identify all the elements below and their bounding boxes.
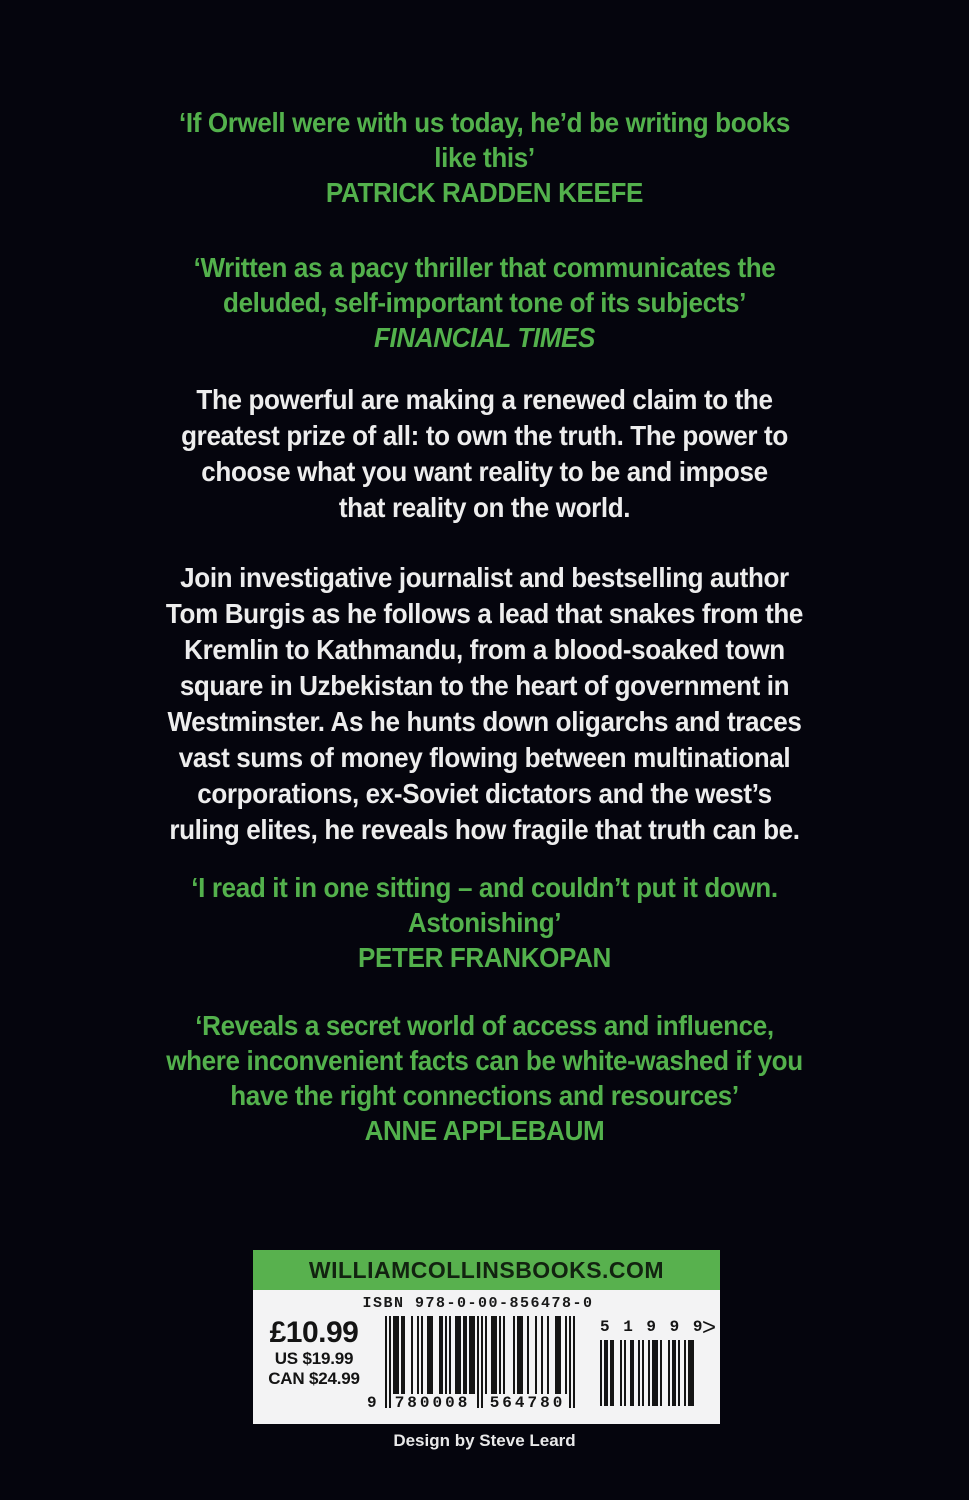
quote-lines: ‘I read it in one sitting – and couldn’t put it down. Astonishing’	[191, 872, 778, 938]
quote-attribution: PETER FRANKOPAN	[358, 942, 611, 973]
quote-financial-times	[34, 250, 935, 355]
quote-attribution: FINANCIAL TIMES	[373, 322, 596, 353]
blurb-lines: The powerful are making a renewed claim to the greatest prize of all: to own the truth. The power to choose what you want reality to be and impose that reality on the world.	[181, 384, 788, 523]
price-uk: £10.99	[269, 1316, 359, 1349]
barcode-lead-digit: 9	[367, 1394, 377, 1412]
addon-digits-row	[598, 1314, 716, 1341]
addon-digits: 5 1 9 9 9	[600, 1318, 705, 1336]
price-can: CAN $24.99	[268, 1369, 360, 1388]
blurb-paragraph-1	[34, 382, 935, 526]
quote-peter-frankopan	[34, 870, 935, 975]
barcode-digits-left: 780008	[392, 1394, 473, 1412]
price-addon-barcode	[598, 1314, 716, 1406]
blurb-paragraph-2	[34, 560, 935, 848]
quote-lines: ‘If Orwell were with us today, he’d be writing books like this’	[178, 107, 791, 173]
barcode-panel-body	[253, 1290, 720, 1424]
design-credit: Design by Steve Leard	[393, 1431, 576, 1450]
barcode-digits-right: 564780	[487, 1394, 568, 1412]
quote-attribution: PATRICK RADDEN KEEFE	[325, 177, 644, 208]
quote-lines: ‘Reveals a secret world of access and influence, where inconvenient facts can be white-washed if you have the right connections and resources’	[166, 1010, 803, 1111]
isbn-number: ISBN 978-0-00-856478-0	[362, 1295, 594, 1312]
publisher-website-banner: WILLIAMCOLLINSBOOKS.COM	[253, 1250, 720, 1290]
quote-anne-applebaum	[34, 1008, 935, 1148]
quote-lines: ‘Written as a pacy thriller that communicates the deluded, self-important tone of its subjects’	[193, 252, 776, 318]
ean13-barcode	[365, 1316, 579, 1418]
quote-attribution: ANNE APPLEBAUM	[364, 1115, 605, 1146]
price-block	[257, 1317, 371, 1389]
barcode-arrow-icon: >	[701, 1314, 716, 1341]
quote-patrick-radden-keefe	[34, 105, 935, 210]
price-us: US $19.99	[274, 1349, 354, 1368]
addon-barcode-bars	[598, 1340, 694, 1406]
barcode-panel	[253, 1250, 720, 1424]
blurb-lines: Join investigative journalist and bestselling author Tom Burgis as he follows a lead that snakes from the Kremlin to Kathmandu, from a blood-soaked town square in Uzbekistan to the heart of government in Westminster. As he hunts down oligarchs and traces vast sums of money flowing between multinational corporations, ex-Soviet dictators and the west’s ruling elites, he reveals how fragile that truth can be.	[165, 562, 804, 845]
